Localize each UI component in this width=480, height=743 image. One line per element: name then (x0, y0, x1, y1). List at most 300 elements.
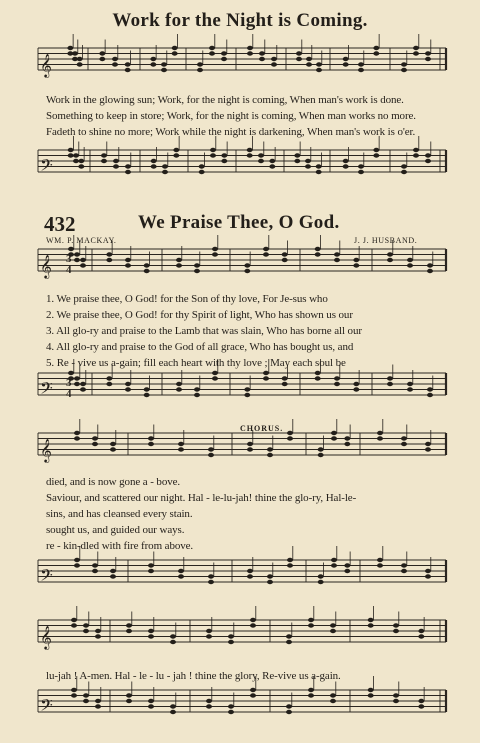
note-head (368, 688, 374, 692)
note-head (296, 51, 302, 55)
note-head (208, 580, 214, 584)
note-head (258, 153, 264, 157)
note-head (77, 62, 83, 66)
note-head (330, 623, 336, 627)
note-head (74, 436, 80, 440)
note-head (199, 164, 205, 168)
verse-line: sought us, and guided our ways. (46, 524, 185, 536)
note-head (144, 393, 150, 397)
note-head (199, 170, 205, 174)
note-head (151, 164, 157, 168)
note-head (259, 57, 265, 61)
note-head (368, 693, 374, 697)
time-signature: 3 (66, 253, 72, 265)
note-head (334, 258, 340, 262)
note-head (78, 164, 84, 168)
note-head (161, 68, 167, 72)
refrain-line: lu-jah ! A-men. Hal - le - lu - jah ! thine the glory, Re-vive us a-gain. (46, 670, 341, 682)
note-head (221, 153, 227, 157)
note-head (178, 447, 184, 451)
note-head (110, 447, 116, 451)
note-head (418, 704, 424, 708)
note-head (393, 699, 399, 703)
note-head (315, 376, 321, 380)
note-head (73, 153, 79, 157)
note-head (407, 258, 413, 262)
note-head (113, 159, 119, 163)
note-head (258, 159, 264, 163)
note-head (176, 263, 182, 267)
note-head (318, 580, 324, 584)
note-head (162, 164, 168, 168)
note-head (343, 62, 349, 66)
note-head (144, 263, 150, 267)
note-head (282, 258, 288, 262)
note-head (343, 159, 349, 163)
note-head (71, 693, 77, 697)
note-head (170, 634, 176, 638)
note-head (80, 258, 86, 262)
note-head (244, 263, 250, 267)
note-head (68, 247, 74, 251)
note-head (151, 159, 157, 163)
lyric-line: Fadeth to shine no more; Work while the night is darkening, When man's work is o'er. (46, 126, 416, 138)
note-head (144, 387, 150, 391)
note-head (286, 634, 292, 638)
note-head (144, 269, 150, 273)
note-head (148, 569, 154, 573)
note-head (344, 563, 350, 567)
note-head (148, 442, 154, 446)
note-head (194, 263, 200, 267)
hymn-number: 432 (44, 212, 76, 236)
note-head (71, 618, 77, 622)
note-head (106, 258, 112, 262)
verse-line: Saviour, and scattered our night. Hal - le-lu-jah! thine the glo-ry, Hal-le- (46, 492, 357, 504)
note-head (425, 442, 431, 446)
note-head (95, 634, 101, 638)
note-head (126, 629, 132, 633)
note-head (401, 436, 407, 440)
note-head (318, 447, 324, 451)
note-head (269, 159, 275, 163)
note-head (212, 376, 218, 380)
note-head (250, 693, 256, 697)
note-head (125, 263, 131, 267)
note-head (377, 563, 383, 567)
note-head (208, 453, 214, 457)
note-head (92, 442, 98, 446)
note-head (308, 618, 314, 622)
note-head (244, 387, 250, 391)
note-head (228, 704, 234, 708)
note-head (401, 569, 407, 573)
verse-line: sins, and has cleansed every stain. (46, 508, 193, 520)
note-head (387, 258, 393, 262)
note-head (425, 153, 431, 157)
treble-clef-icon: 𝄞 (40, 438, 52, 462)
note-head (316, 170, 322, 174)
note-head (68, 148, 74, 152)
note-head (316, 68, 322, 72)
note-head (263, 371, 269, 375)
note-head (95, 629, 101, 633)
note-head (305, 164, 311, 168)
note-head (110, 574, 116, 578)
bass-clef-icon: 𝄢 (40, 378, 53, 402)
note-head (343, 164, 349, 168)
note-head (368, 618, 374, 622)
note-head (113, 164, 119, 168)
note-head (407, 263, 413, 267)
note-head (74, 376, 80, 380)
note-head (247, 574, 253, 578)
note-head (331, 563, 337, 567)
note-head (407, 382, 413, 386)
note-head (250, 623, 256, 627)
note-head (161, 62, 167, 66)
note-head (425, 159, 431, 163)
words-credit: WM. P. MACKAY. (46, 236, 117, 245)
note-head (427, 269, 433, 273)
note-head (101, 159, 107, 163)
note-head (106, 382, 112, 386)
note-head (387, 382, 393, 386)
note-head (176, 387, 182, 391)
note-head (267, 580, 273, 584)
note-head (209, 46, 215, 50)
note-head (126, 693, 132, 697)
note-head (247, 569, 253, 573)
note-head (74, 558, 80, 562)
note-head (401, 563, 407, 567)
note-head (112, 62, 118, 66)
note-head (269, 164, 275, 168)
note-head (212, 252, 218, 256)
note-head (178, 442, 184, 446)
note-head (401, 62, 407, 66)
note-head (125, 68, 131, 72)
note-head (316, 164, 322, 168)
note-head (427, 387, 433, 391)
note-head (212, 371, 218, 375)
note-head (330, 693, 336, 697)
note-head (286, 710, 292, 714)
note-head (125, 170, 131, 174)
note-head (170, 710, 176, 714)
note-head (206, 699, 212, 703)
note-head (250, 618, 256, 622)
note-head (418, 629, 424, 633)
note-head (306, 57, 312, 61)
note-head (418, 634, 424, 638)
note-head (194, 387, 200, 391)
chorus-label: CHORUS. (240, 424, 284, 433)
note-head (228, 634, 234, 638)
note-head (401, 164, 407, 168)
note-head (286, 704, 292, 708)
note-head (148, 563, 154, 567)
note-head (197, 68, 203, 72)
note-head (393, 693, 399, 697)
note-head (427, 393, 433, 397)
note-head (308, 693, 314, 697)
note-head (305, 159, 311, 163)
note-head (83, 623, 89, 627)
note-head (74, 563, 80, 567)
note-head (206, 629, 212, 633)
note-head (247, 442, 253, 446)
time-signature: 4 (66, 388, 72, 400)
note-head (263, 247, 269, 251)
note-head (296, 57, 302, 61)
note-head (287, 436, 293, 440)
note-head (308, 688, 314, 692)
note-head (244, 393, 250, 397)
note-head (221, 159, 227, 163)
note-head (148, 704, 154, 708)
note-head (101, 153, 107, 157)
note-head (425, 574, 431, 578)
bass-clef-icon: 𝄢 (40, 565, 53, 589)
note-head (282, 382, 288, 386)
verse-line: 3. All glo-ry and praise to the Lamb that was slain, Who has borne all our (46, 325, 362, 337)
note-head (343, 57, 349, 61)
note-head (407, 387, 413, 391)
note-head (358, 68, 364, 72)
treble-clef-icon: 𝄞 (40, 625, 52, 649)
note-head (206, 634, 212, 638)
note-head (162, 170, 168, 174)
note-head (125, 387, 131, 391)
note-head (150, 62, 156, 66)
note-head (74, 382, 80, 386)
note-head (178, 574, 184, 578)
note-head (344, 569, 350, 573)
note-head (83, 699, 89, 703)
note-head (83, 629, 89, 633)
note-head (173, 148, 179, 152)
note-head (267, 447, 273, 451)
hymn-title-top: Work for the Night is Coming. (112, 10, 368, 31)
note-head (344, 442, 350, 446)
note-head (413, 46, 419, 50)
note-head (353, 382, 359, 386)
note-head (358, 170, 364, 174)
note-head (95, 704, 101, 708)
note-head (210, 148, 216, 152)
note-head (373, 51, 379, 55)
note-head (331, 558, 337, 562)
note-head (206, 704, 212, 708)
note-head (74, 431, 80, 435)
note-head (282, 376, 288, 380)
note-head (353, 258, 359, 262)
note-head (373, 46, 379, 50)
note-head (247, 447, 253, 451)
note-head (106, 376, 112, 380)
lyric-line: Work in the glowing sun; Work, for the night is coming, When man's work is done. (46, 94, 404, 106)
note-head (173, 153, 179, 157)
note-head (267, 453, 273, 457)
time-signature: 3 (66, 377, 72, 389)
note-head (170, 704, 176, 708)
note-head (425, 51, 431, 55)
note-head (126, 699, 132, 703)
note-head (212, 247, 218, 251)
music-credit: J. J. HUSBAND. (354, 236, 418, 245)
note-head (148, 634, 154, 638)
note-head (228, 640, 234, 644)
note-head (194, 393, 200, 397)
note-head (209, 51, 215, 55)
note-head (71, 623, 77, 627)
note-head (250, 688, 256, 692)
note-head (263, 376, 269, 380)
note-head (418, 699, 424, 703)
note-head (358, 164, 364, 168)
lyric-line: Something to keep in store; Work, for the night is coming, When man works no more. (46, 110, 416, 122)
note-head (176, 382, 182, 386)
note-head (210, 153, 216, 157)
note-head (106, 252, 112, 256)
time-signature: 4 (66, 264, 72, 276)
note-head (228, 710, 234, 714)
note-head (308, 623, 314, 627)
note-head (318, 453, 324, 457)
note-head (286, 640, 292, 644)
bass-clef-icon: 𝄢 (40, 155, 53, 179)
note-head (393, 623, 399, 627)
note-head (377, 436, 383, 440)
note-head (80, 382, 86, 386)
note-head (373, 148, 379, 152)
note-head (318, 574, 324, 578)
note-head (67, 46, 73, 50)
note-head (267, 574, 273, 578)
note-head (377, 558, 383, 562)
verse-line: 4. All glo-ry and praise to the God of all grace, Who has bought us, and (46, 341, 354, 353)
note-head (176, 258, 182, 262)
note-head (306, 62, 312, 66)
note-head (172, 51, 178, 55)
note-head (74, 252, 80, 256)
note-head (247, 153, 253, 157)
note-head (92, 569, 98, 573)
note-head (110, 569, 116, 573)
note-head (148, 699, 154, 703)
note-head (208, 574, 214, 578)
note-head (425, 447, 431, 451)
note-head (78, 159, 84, 163)
note-head (368, 623, 374, 627)
note-head (68, 371, 74, 375)
note-head (425, 569, 431, 573)
note-head (172, 46, 178, 50)
note-head (95, 699, 101, 703)
note-head (197, 62, 203, 66)
note-head (330, 629, 336, 633)
note-head (247, 148, 253, 152)
note-head (148, 629, 154, 633)
treble-clef-icon: 𝄞 (40, 254, 52, 278)
note-head (208, 447, 214, 451)
note-head (282, 252, 288, 256)
note-head (413, 51, 419, 55)
note-head (353, 263, 359, 267)
note-head (413, 153, 419, 157)
verse-line: 1. We praise thee, O God! for the Son of thy love, For Je-sus who (46, 293, 328, 305)
note-head (294, 153, 300, 157)
note-head (287, 431, 293, 435)
note-head (178, 569, 184, 573)
verse-line: 5. Re - vive us a-gain; fill each heart with thy love ; May each soul be (46, 357, 346, 369)
note-head (294, 159, 300, 163)
note-head (126, 623, 132, 627)
note-head (373, 153, 379, 157)
note-head (125, 164, 131, 168)
note-head (73, 159, 79, 163)
note-head (125, 258, 131, 262)
note-head (393, 629, 399, 633)
note-head (112, 57, 118, 61)
treble-clef-icon: 𝄞 (40, 53, 52, 77)
note-head (315, 371, 321, 375)
note-head (330, 699, 336, 703)
verse-line: 2. We praise thee, O God! for thy Spirit of light, Who has shown us our (46, 309, 353, 321)
note-head (287, 558, 293, 562)
note-head (413, 148, 419, 152)
verse-line: died, and is now gone a - bove. (46, 476, 181, 488)
note-head (271, 57, 277, 61)
note-head (68, 153, 74, 157)
note-head (377, 431, 383, 435)
note-head (92, 563, 98, 567)
note-head (331, 431, 337, 435)
note-head (110, 442, 116, 446)
note-head (125, 382, 131, 386)
verse-line: re - kin-dled with fire from above. (46, 540, 194, 552)
note-head (247, 46, 253, 50)
note-head (148, 436, 154, 440)
note-head (150, 57, 156, 61)
note-head (331, 436, 337, 440)
note-head (170, 640, 176, 644)
hymn-title: We Praise Thee, O God. (138, 212, 340, 233)
note-head (125, 62, 131, 66)
note-head (387, 376, 393, 380)
note-head (271, 62, 277, 66)
note-head (401, 68, 407, 72)
note-head (194, 269, 200, 273)
note-head (71, 688, 77, 692)
note-head (244, 269, 250, 273)
note-head (401, 170, 407, 174)
note-head (80, 387, 86, 391)
note-head (427, 263, 433, 267)
note-head (425, 57, 431, 61)
note-head (80, 263, 86, 267)
note-head (387, 252, 393, 256)
note-head (353, 387, 359, 391)
note-head (221, 51, 227, 55)
note-head (72, 51, 78, 55)
note-head (334, 252, 340, 256)
note-head (74, 258, 80, 262)
note-head (99, 57, 105, 61)
note-head (221, 57, 227, 61)
note-head (287, 563, 293, 567)
